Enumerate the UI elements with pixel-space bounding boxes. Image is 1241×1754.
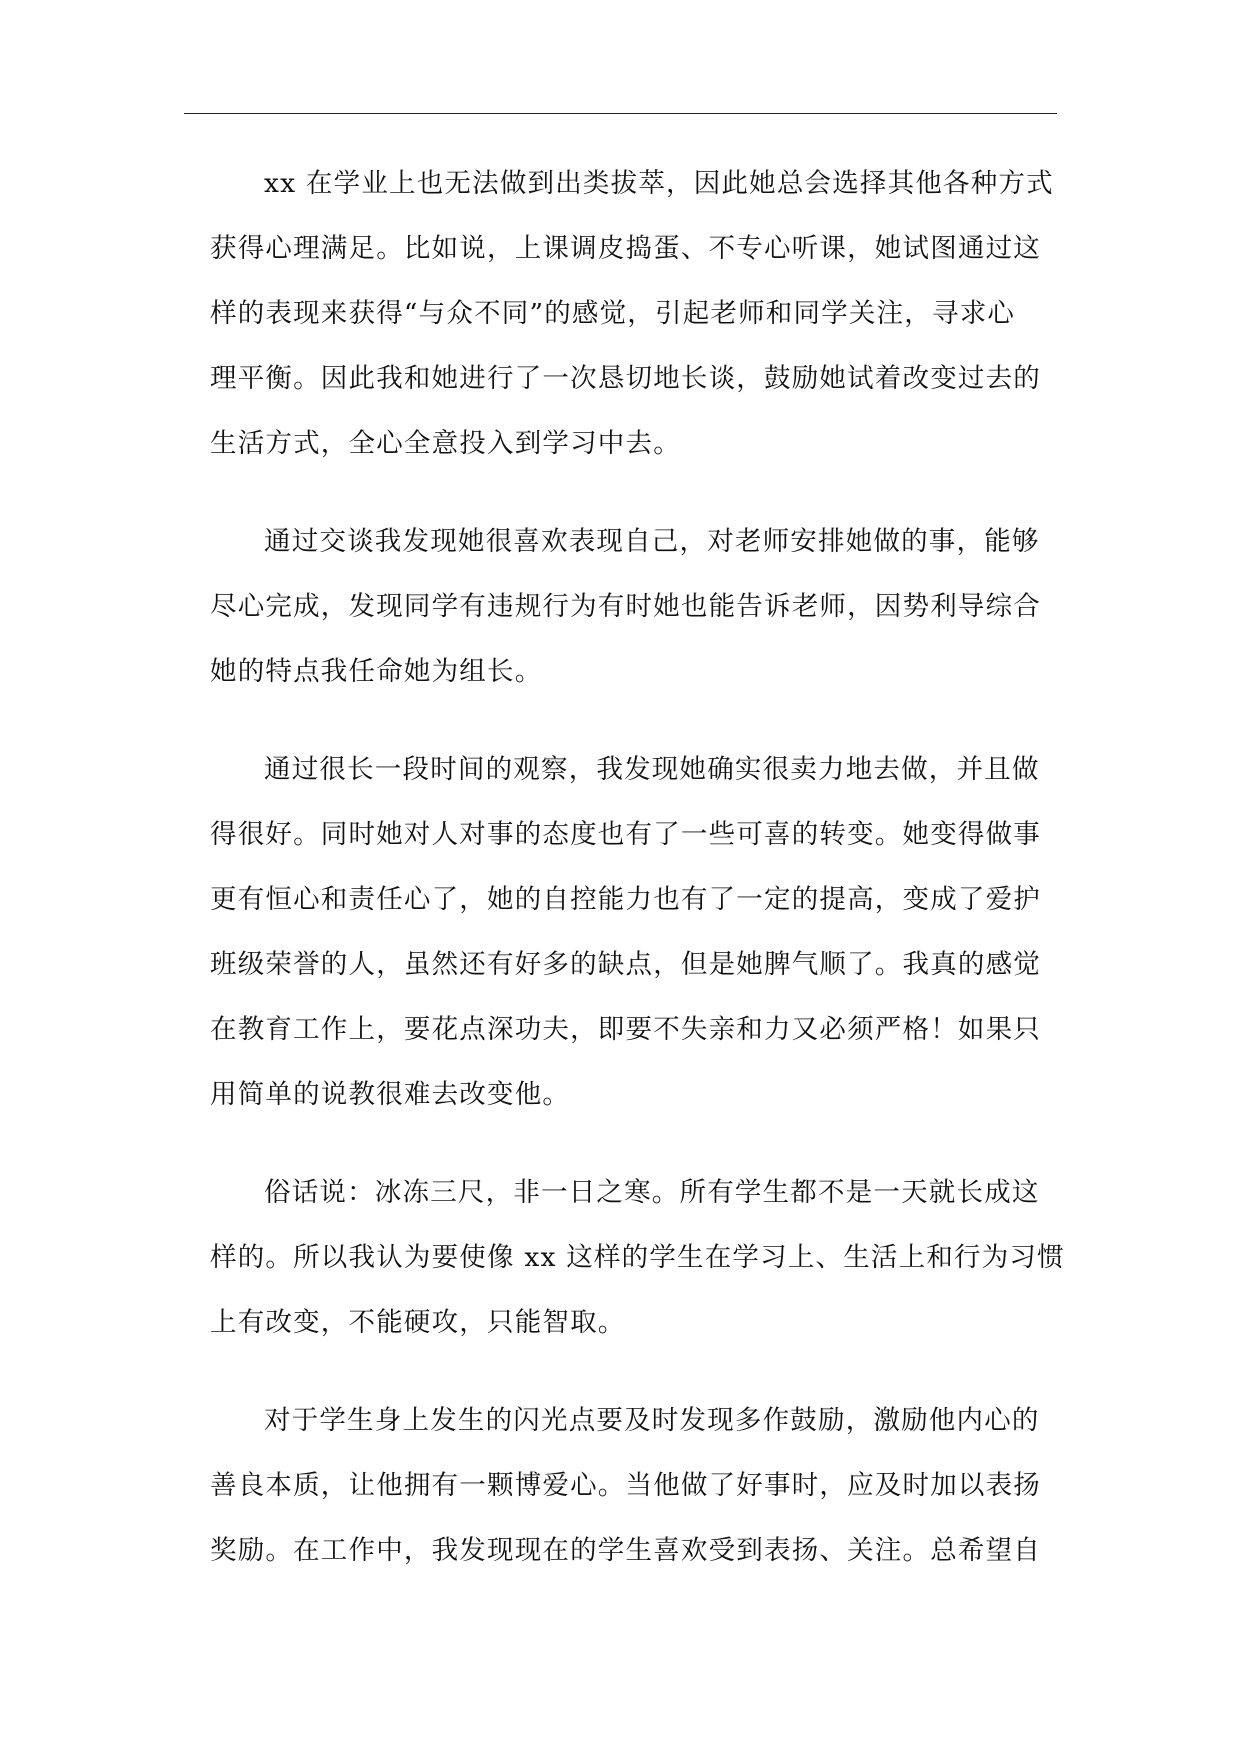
paragraph-line: 她的特点我任命她为组长。 bbox=[210, 656, 543, 687]
paragraph-2 bbox=[210, 509, 1041, 704]
paragraph-1 bbox=[210, 151, 1054, 476]
paragraph-line: 班级荣誉的人，虽然还有好多的缺点，但是她脾气顺了。我真的感觉 bbox=[210, 949, 1041, 980]
paragraph-line: 尽心完成，发现同学有违规行为有时她也能告诉老师，因势利导综合 bbox=[210, 591, 1041, 622]
body-text bbox=[210, 151, 1065, 1616]
paragraph-line: 更有恒心和责任心了，她的自控能力也有了一定的提高，变成了爱护 bbox=[210, 884, 1041, 915]
paragraph-line: 通过交谈我发现她很喜欢表现自己，对老师安排她做的事，能够 bbox=[264, 526, 1040, 557]
paragraph-line: 俗话说：冰冻三尺，非一日之寒。所有学生都不是一天就长成这 bbox=[264, 1177, 1040, 1208]
paragraph-line: 善良本质，让他拥有一颗博爱心。当他做了好事时，应及时加以表扬 bbox=[210, 1470, 1041, 1501]
paragraph-line: 获得心理满足。比如说，上课调皮捣蛋、不专心听课，她试图通过这 bbox=[210, 233, 1041, 264]
paragraph-line: 通过很长一段时间的观察，我发现她确实很卖力地去做，并且做 bbox=[264, 754, 1040, 785]
paragraph-line: 对于学生身上发生的闪光点要及时发现多作鼓励，激励他内心的 bbox=[264, 1405, 1040, 1436]
paragraph-4 bbox=[210, 1160, 1065, 1355]
paragraph-line: 样的。所以我认为要使像 xx 这样的学生在学习上、生活上和行为习惯 bbox=[210, 1242, 1065, 1273]
paragraph-line: 得很好。同时她对人对事的态度也有了一些可喜的转变。她变得做事 bbox=[210, 819, 1041, 850]
paragraph-line: xx 在学业上也无法做到出类拔萃，因此她总会选择其他各种方式 bbox=[264, 168, 1054, 199]
header-rule bbox=[184, 113, 1057, 114]
paragraph-line: 在教育工作上，要花点深功夫，即要不失亲和力又必须严格！如果只 bbox=[210, 1014, 1041, 1045]
paragraph-3 bbox=[210, 737, 1041, 1127]
paragraph-line: 生活方式，全心全意投入到学习中去。 bbox=[210, 428, 681, 459]
paragraph-5 bbox=[210, 1388, 1041, 1583]
paragraph-line: 理平衡。因此我和她进行了一次恳切地长谈，鼓励她试着改变过去的 bbox=[210, 363, 1041, 394]
paragraph-line: 奖励。在工作中，我发现现在的学生喜欢受到表扬、关注。总希望自 bbox=[210, 1535, 1041, 1566]
paragraph-line: 上有改变，不能硬攻，只能智取。 bbox=[210, 1307, 626, 1338]
paragraph-line: 样的表现来获得“与众不同”的感觉，引起老师和同学关注，寻求心 bbox=[210, 298, 1016, 329]
paragraph-line: 用简单的说教很难去改变他。 bbox=[210, 1079, 571, 1110]
